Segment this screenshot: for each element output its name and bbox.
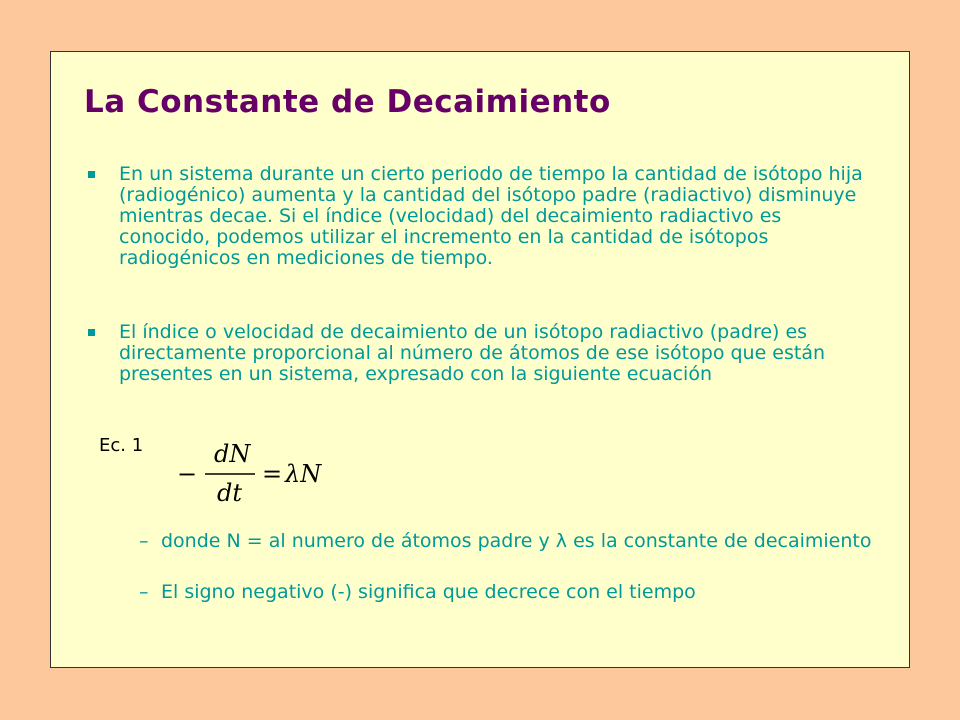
slide bbox=[50, 51, 910, 668]
sub-point bbox=[139, 582, 879, 603]
decay-equation bbox=[177, 440, 327, 510]
square-bullet-icon bbox=[88, 329, 95, 336]
equation-rhs: λN bbox=[285, 460, 322, 488]
equation-denominator: dt bbox=[217, 479, 243, 507]
sub-point bbox=[139, 531, 879, 552]
bullet-item bbox=[88, 322, 868, 385]
equation-label: Ec. 1 bbox=[99, 435, 144, 456]
slide-title: La Constante de Decaimiento bbox=[84, 84, 611, 120]
dash-marker: – bbox=[139, 530, 149, 552]
bullet-text: En un sistema durante un cierto periodo de tiempo la cantidad de isótopo hija (radiogénico) aumenta y la cantidad del isótopo padre (radiactivo) disminuye mientras decae. Si el índice (velocidad) del decaimiento radiactivo es conocido, podemos utilizar el incremento en la cantidad de isótopos radiogénicos en mediciones de tiempo. bbox=[119, 163, 863, 269]
equation-numerator: dN bbox=[214, 440, 251, 468]
square-bullet-icon bbox=[88, 171, 95, 178]
sub-point-text: donde N = al numero de átomos padre y λ es la constante de decaimiento bbox=[161, 530, 872, 552]
equation-equals: = bbox=[262, 460, 283, 488]
dash-marker: – bbox=[139, 581, 149, 603]
sub-point-text: El signo negativo (-) significa que decrece con el tiempo bbox=[161, 581, 696, 603]
bullet-text: El índice o velocidad de decaimiento de un isótopo radiactivo (padre) es directamente proporcional al número de átomos de ese isótopo que están presentes en un sistema, expresado con la siguiente ecuación bbox=[119, 321, 826, 385]
bullet-item bbox=[88, 164, 868, 269]
equation-minus: − bbox=[177, 460, 198, 488]
